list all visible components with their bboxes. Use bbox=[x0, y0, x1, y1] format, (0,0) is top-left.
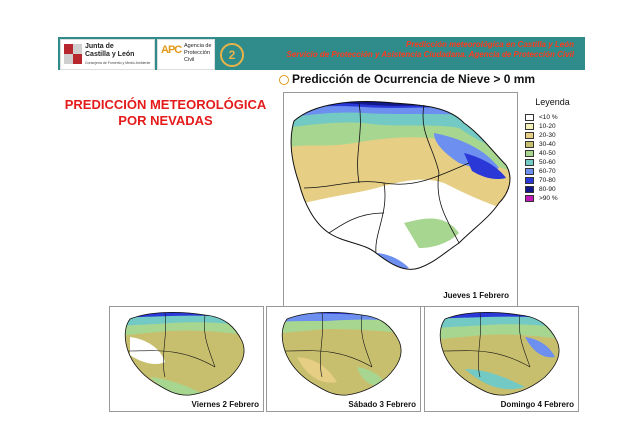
legend-item bbox=[525, 122, 580, 131]
legend-item bbox=[525, 113, 580, 122]
logo-jcyl-line1: Junta de bbox=[85, 43, 114, 50]
page-title-line2: POR NEVADAS bbox=[118, 113, 213, 128]
legend-label: 40-50 bbox=[539, 150, 556, 157]
legend-label: 70-80 bbox=[539, 177, 556, 184]
legend-item bbox=[525, 131, 580, 140]
small-map-saturday bbox=[266, 306, 421, 412]
legend-label: 50-60 bbox=[539, 159, 556, 166]
junta-castilla-leon-logo bbox=[60, 39, 155, 70]
legend-swatch bbox=[525, 123, 534, 130]
legend-swatch bbox=[525, 141, 534, 148]
legend-item bbox=[525, 140, 580, 149]
legend-label: <10 % bbox=[539, 114, 558, 121]
legend-label: 60-70 bbox=[539, 168, 556, 175]
legend-swatch bbox=[525, 132, 534, 139]
legend-title: Leyenda bbox=[535, 97, 570, 107]
title-bullet-icon bbox=[279, 75, 289, 85]
legend-item bbox=[525, 185, 580, 194]
legend-label: 10-20 bbox=[539, 123, 556, 130]
legend-label: 30-40 bbox=[539, 141, 556, 148]
legend-label: 20-30 bbox=[539, 132, 556, 139]
legend-label: 80-90 bbox=[539, 186, 556, 193]
header-title-line2: Servicio de Protección y Asistencia Ciudadana. Agencia de Protección Civil bbox=[286, 50, 574, 59]
legend-swatch bbox=[525, 195, 534, 202]
legend-item bbox=[525, 194, 580, 203]
legend-item bbox=[525, 176, 580, 185]
small-map-sunday bbox=[424, 306, 579, 412]
legend-swatch bbox=[525, 114, 534, 121]
logo-apc-line3: Civil bbox=[184, 57, 195, 63]
legend-swatch bbox=[525, 168, 534, 175]
legend-item bbox=[525, 167, 580, 176]
logo-jcyl-sub: Consejería de Fomento y Medio Ambiente bbox=[85, 61, 151, 65]
small-map-saturday-date: Sábado 3 Febrero bbox=[348, 400, 416, 409]
header-title-line1: Predicción meteorológica en Castilla y León bbox=[405, 40, 574, 49]
main-map-title: Predicción de Ocurrencia de Nieve > 0 mm bbox=[292, 72, 536, 86]
page-number-badge: 2 bbox=[220, 43, 244, 67]
logo-jcyl-line2: Castilla y León bbox=[85, 51, 135, 58]
logo-apc-line1: Agencia de bbox=[184, 43, 212, 49]
small-map-sunday-date: Domingo 4 Febrero bbox=[500, 400, 574, 409]
page-title-line1: PREDICCIÓN METEOROLÓGICA bbox=[64, 97, 267, 112]
legend-item bbox=[525, 149, 580, 158]
logo-apc-letters: APC bbox=[161, 44, 182, 56]
small-map-friday-date: Viernes 2 Febrero bbox=[191, 400, 259, 409]
legend bbox=[525, 97, 580, 203]
agencia-proteccion-civil-logo bbox=[157, 39, 215, 70]
page-title bbox=[58, 97, 273, 129]
legend-swatch bbox=[525, 150, 534, 157]
main-snow-probability-map bbox=[283, 92, 518, 307]
legend-swatch bbox=[525, 159, 534, 166]
legend-swatch bbox=[525, 177, 534, 184]
main-map-date: Jueves 1 Febrero bbox=[443, 291, 509, 300]
legend-item bbox=[525, 158, 580, 167]
legend-label: >90 % bbox=[539, 195, 558, 202]
small-map-friday bbox=[109, 306, 264, 412]
logo-apc-line2: Protección bbox=[184, 50, 210, 56]
legend-swatch bbox=[525, 186, 534, 193]
